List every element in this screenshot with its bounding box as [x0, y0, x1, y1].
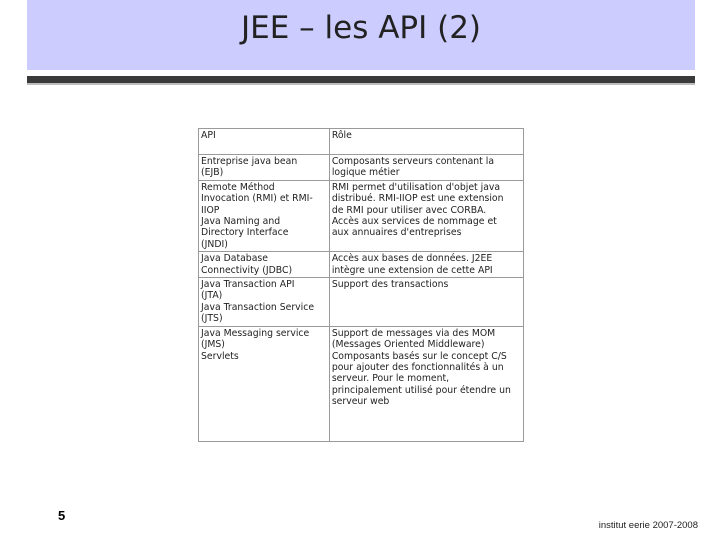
api-cell — [199, 155, 330, 181]
cell-line: Directory Interface — [201, 227, 289, 239]
cell-line: serveur web — [331, 396, 390, 408]
table-row — [199, 180, 524, 251]
table-header-row — [199, 129, 524, 155]
cell-line: de RMI pour utiliser avec CORBA. — [331, 204, 487, 216]
role-cell — [329, 252, 523, 278]
cell-line: (JMS) — [201, 339, 225, 351]
header-api: API — [199, 129, 330, 155]
cell-line: Java Messaging service — [201, 327, 310, 339]
api-cell — [199, 278, 330, 327]
cell-line: Entreprise java bean — [201, 156, 298, 167]
cell-line: pour ajouter des fonctionnalités à un — [331, 361, 504, 373]
table-row — [199, 278, 524, 327]
cell-line: principalement utilisé pour étendre un — [331, 384, 511, 396]
title-rule — [27, 76, 695, 83]
role-cell — [329, 155, 523, 181]
slide-number: 5 — [58, 508, 66, 523]
title-rule-shadow — [27, 83, 695, 85]
cell-line: RMI permet d'utilisation d'objet java — [331, 181, 501, 193]
cell-line: intègre une extension de cette API — [331, 264, 493, 276]
role-cell — [329, 326, 523, 441]
api-cell — [199, 252, 330, 278]
cell-line: Java Transaction API — [201, 279, 295, 291]
cell-line: Java Naming and — [201, 216, 281, 228]
cell-line: logique métier — [331, 167, 400, 179]
cell-line: aux annuaires d'entreprises — [331, 227, 462, 239]
role-cell — [329, 278, 523, 327]
cell-line: Connectivity (JDBC) — [201, 264, 293, 276]
role-cell — [329, 180, 523, 251]
cell-line: IIOP — [201, 204, 220, 216]
cell-line: (EJB) — [201, 167, 224, 179]
cell-line: (Messages Oriented Middleware) — [331, 339, 485, 351]
api-table — [198, 128, 524, 442]
cell-line: Support de messages via des MOM — [331, 327, 496, 339]
cell-line: Support des transactions — [331, 279, 449, 291]
cell-line: serveur. Pour le moment, — [331, 373, 450, 385]
cell-line: Composants basés sur le concept C/S — [331, 350, 507, 362]
cell-line: Invocation (RMI) et RMI- — [201, 193, 313, 205]
cell-line: Accès aux bases de données. J2EE — [331, 253, 493, 265]
cell-line: Remote Méthod — [201, 181, 275, 193]
table-row — [199, 326, 524, 441]
cell-line: distribué. RMI-IIOP est une extension — [331, 193, 504, 205]
cell-line: (JTS) — [201, 313, 223, 325]
cell-line: Accès aux services de nommage et — [331, 216, 497, 228]
cell-line: Java Transaction Service — [201, 301, 315, 313]
header-role: Rôle — [329, 129, 523, 155]
table-row — [199, 155, 524, 181]
api-cell — [199, 180, 330, 251]
api-cell — [199, 326, 330, 441]
cell-line: Java Database — [201, 253, 268, 265]
table-row — [199, 252, 524, 278]
slide-title: JEE – les API (2) — [240, 10, 482, 46]
cell-line: Composants serveurs contenant la — [331, 156, 495, 167]
cell-line: Servlets — [201, 350, 239, 362]
footer-text: institut eerie 2007-2008 — [598, 520, 698, 531]
cell-line: (JNDI) — [201, 238, 228, 250]
cell-line: (JTA) — [201, 290, 223, 302]
